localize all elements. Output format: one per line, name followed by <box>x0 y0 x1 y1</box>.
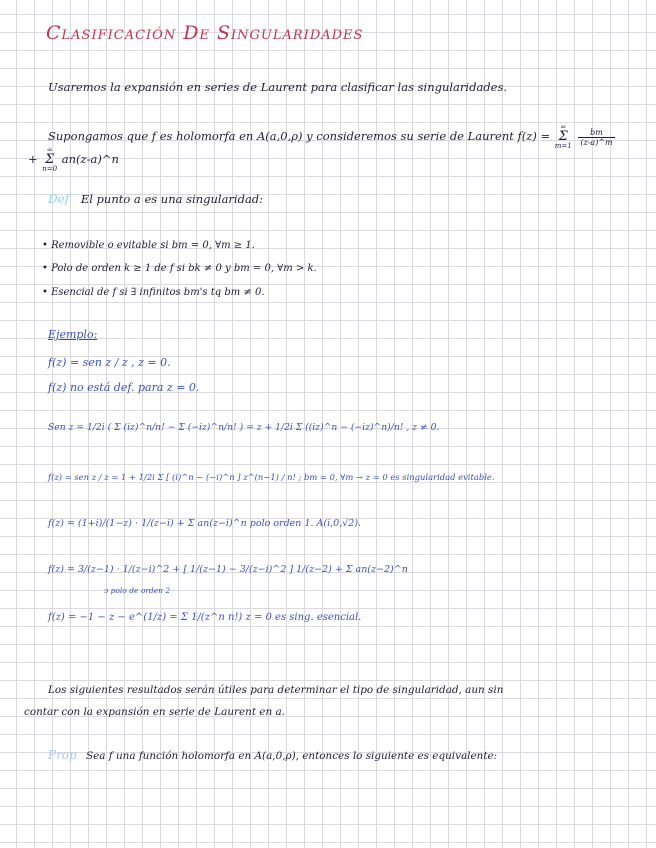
bullet-polo-text: Polo de orden k ≥ 1 de f si bk ≠ 0 y bm = 0, ∀m > k. <box>51 263 317 274</box>
sum-bottom-2: n=0 <box>42 165 58 173</box>
intro-text: Usaremos la expansión en series de Laurent para clasificar las singularidades. <box>48 80 508 94</box>
proposition-text: Sea f una función holomorfa en A(a,0,ρ), entonces lo siguiente es equivalente: <box>86 750 498 762</box>
plus-sign: + <box>28 152 38 166</box>
continuation-text: an(z-a)^n <box>61 152 119 166</box>
fraction-denominator: (z-a)^m <box>580 137 613 147</box>
suppose-continuation <box>28 147 119 173</box>
prop-tag: Prop <box>48 748 77 762</box>
bullet-esencial: • Esencial de f si ∃ infinitos bm's tq bm ≠ 0. <box>42 287 265 298</box>
example-line-3: Sen z = 1/2i ( Σ (iz)^n/n! − Σ (−iz)^n/n! ) = z + 1/2i Σ ((iz)^n − (−iz)^n)/n! , z ≠ 0. <box>48 422 440 433</box>
sum-symbol-2: ∞ Σ n=0 <box>42 146 58 173</box>
bullet-polo: • Polo de orden k ≥ 1 de f si bk ≠ 0 y bm = 0, ∀m > k. <box>42 263 317 274</box>
proposition-line <box>48 748 497 762</box>
sum-bottom: m=1 <box>554 142 572 150</box>
example-line-6-note: ↄ polo de orden 2 <box>104 586 171 595</box>
example-line-1: f(z) = sen z / z , z = 0. <box>48 356 171 369</box>
laurent-fraction <box>578 128 614 147</box>
example-line-4: f(z) = sen z / z = 1 + 1/2i Σ [ (i)^n − (−i)^n ] z^(n−1) / n! ; bm = 0, ∀m → z = 0 es singularidad evitable. <box>48 472 495 482</box>
definition-text: El punto a es una singularidad: <box>80 192 264 206</box>
example-line-5: f(z) = (1+i)/(1−z) · 1/(z−i) + Σ an(z−i)^n polo orden 1. A(i,0,√2). <box>48 518 362 529</box>
suppose-text: Supongamos que f es holomorfa en A(a,0,ρ) y consideremos su serie de Laurent f(z) = <box>48 129 551 143</box>
bullet-removible-text: Removible o evitable si bm = 0, ∀m ≥ 1. <box>51 240 255 251</box>
sum-top: ∞ <box>560 123 567 131</box>
suppose-line <box>48 124 617 150</box>
bullet-removible: • Removible o evitable si bm = 0, ∀m ≥ 1. <box>42 240 255 251</box>
closing-line-2: contar con la expansión en serie de Laurent en a. <box>24 706 285 718</box>
sum-top-2: ∞ <box>46 146 53 154</box>
example-line-6: f(z) = 3/(z−1) · 1/(z−i)^2 + [ 1/(z−1) − 3/(z−i)^2 ] 1/(z−2) + Σ an(z−2)^n <box>48 564 408 575</box>
page-title: Clasificación De Singularidades <box>46 22 364 44</box>
example-line-7: f(z) = −1 − z − e^(1/z) = Σ 1/(z^n n!) z = 0 es sing. esencial. <box>48 612 362 623</box>
definition-line <box>48 192 263 206</box>
sum-symbol: ∞ Σ m=1 <box>554 123 572 150</box>
fraction-numerator: bm <box>578 128 614 138</box>
bullet-esencial-text: Esencial de f si ∃ infinitos bm's tq bm ≠ 0. <box>51 287 265 298</box>
def-tag: Def <box>48 192 70 206</box>
example-heading: Ejemplo: <box>48 328 98 341</box>
closing-line-1: Los siguientes resultados serán útiles para determinar el tipo de singularidad, aun sin <box>48 684 504 696</box>
example-line-2: f(z) no está def. para z = 0. <box>48 381 200 394</box>
